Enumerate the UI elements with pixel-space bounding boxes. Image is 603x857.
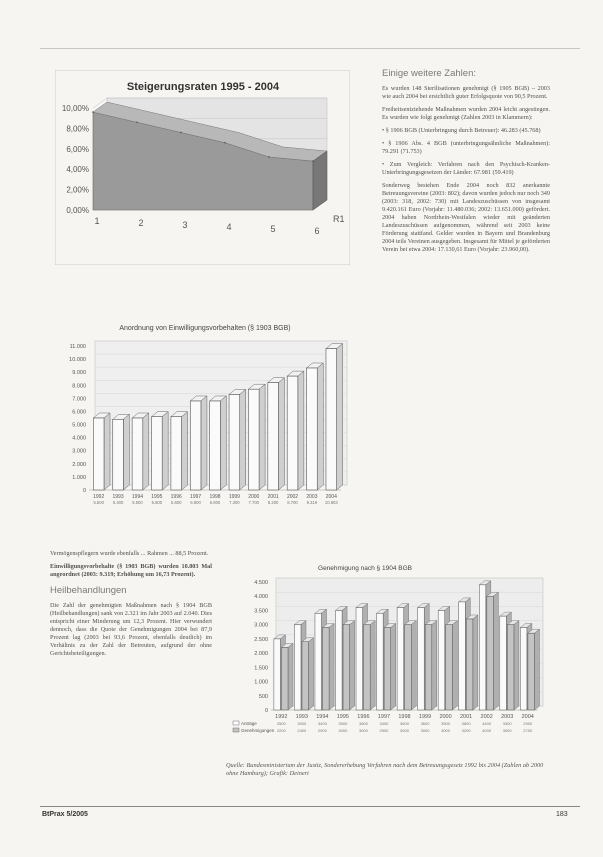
bar-side (143, 413, 149, 490)
x-value-label: 5.500 (132, 500, 143, 505)
bar (93, 418, 104, 490)
medical-treatment-chart-svg (225, 560, 555, 750)
bar-side (298, 371, 304, 490)
bar-side (309, 638, 314, 710)
legend-value: 3000 (420, 728, 430, 733)
legend-value: 3000 (502, 728, 512, 733)
legend-value: 3600 (358, 721, 368, 726)
x-tick-label: 1993 (295, 714, 308, 720)
x-tick-label: 2004 (325, 494, 337, 500)
legend-value: 3000 (441, 728, 451, 733)
y-tick-label: 2.000 (72, 461, 86, 468)
y-tick-label: 2,00% (66, 185, 89, 195)
bar-side (432, 621, 437, 710)
bar (248, 389, 259, 490)
x-value-label: 9.319 (306, 500, 318, 505)
bar-side (259, 384, 265, 490)
x-tick-label: 2002 (480, 714, 493, 720)
data-point (136, 121, 138, 123)
bar (113, 419, 124, 490)
x-tick-label: 1994 (316, 714, 329, 720)
x-value-label: 10.803 (324, 500, 338, 505)
x-value-label: 6.800 (209, 500, 221, 505)
bar (302, 642, 309, 710)
left-lower-column (50, 550, 212, 663)
x-tick-label: 2001 (459, 714, 473, 720)
x-value-label: 7.300 (229, 500, 240, 505)
paragraph: • Zum Vergleich: Verfahren nach den Psychisch-Kranken-Unterbringungsgesetzen der Länder: 67.981 (59.419) (382, 161, 550, 176)
x-tick-label: 1996 (357, 714, 370, 720)
chart-title: Genehmigung nach § 1904 BGB (318, 565, 412, 572)
series-label: R1 (333, 214, 345, 224)
bar (500, 616, 507, 710)
bar-side (240, 389, 246, 490)
legend-value: 2900 (523, 721, 533, 726)
bar (507, 625, 514, 710)
bar-side (201, 396, 207, 490)
bar (479, 585, 486, 710)
bar (446, 625, 453, 710)
bar-side (370, 621, 375, 710)
legend-value: 4400 (482, 721, 492, 726)
y-tick-label: 0 (82, 488, 86, 494)
chart-title: Steigerungsraten 1995 - 2004 (126, 81, 280, 93)
paragraph: Es wurden 148 Sterilisationen genehmigt (§ 1905 BGB) – 2003 wie auch 2004 bei ersichtlich guter Erfolgsquote von 90,5 Prozent. (382, 85, 550, 100)
bar-side (337, 344, 343, 490)
bar-side (288, 643, 293, 710)
bar (152, 417, 163, 490)
footer-journal: BtPrax 5/2005 (42, 811, 88, 818)
y-tick-label: 3.000 (254, 622, 268, 629)
y-tick-label: 1.000 (72, 474, 86, 481)
legend-value: 2200 (276, 728, 286, 733)
bar (326, 349, 337, 490)
paragraph: Sonderweg bestehen Ende 2004 noch 832 anerkannte Betreuungsvereine (2003: 802); davon wurden jedoch nur noch 349 (2003: 318, 2002: 730) mit Landeszuschüssen von insgesamt 9.420.161 Euro (Vorjahr: 11.480.036; 2002: 13.651.000) gefördert. 2004 haben Nordrhein-Westfalen wieder mit geänderten Landeszuschüssen aufgenommen, während seit 2003 keine Förderung stattfand. Gelder wurden in Bayern und Brandenburg 2004 teils Vereinen ausgegeben. Insgesamt für Mittel je geförderten Verein bei etwa 2004: 17.130,61 Euro (Vorjahr: 23.960,00). (382, 182, 550, 253)
bar (229, 394, 240, 490)
bar (466, 619, 473, 710)
growth-rate-chart-svg (55, 70, 350, 265)
x-tick-label: 1998 (209, 494, 221, 500)
legend-swatch (233, 721, 239, 725)
paragraph: Freiheitsentziehende Maßnahmen wurden 2004 leicht angestiegen. Es wurden wie folgt genehmigt (Zahlen 2003 in Klammern): (382, 106, 550, 121)
y-tick-label: 4,00% (66, 165, 89, 175)
medical-treatment-chart (225, 560, 555, 750)
bar (459, 602, 466, 710)
bar (171, 417, 182, 490)
x-value-label: 5.600 (151, 500, 163, 505)
bottom-rule (40, 806, 580, 807)
y-tick-label: 9.000 (72, 370, 86, 377)
data-point (224, 142, 226, 144)
bar-side (182, 412, 188, 490)
bar (210, 401, 221, 490)
bar (425, 625, 432, 710)
bar-side (493, 592, 498, 710)
paragraph: • § 1906 Abs. 4 BGB (unterbringungsähnliche Maßnahmen): 79.291 (71.753) (382, 140, 550, 155)
x-tick-label: 2004 (521, 714, 534, 720)
x-value-label: 8.700 (287, 500, 298, 505)
bar-side (162, 412, 168, 490)
y-tick-label: 3.000 (72, 448, 86, 455)
x-value-label: 5.400 (112, 500, 124, 505)
right-column (382, 68, 550, 259)
right-column-text (382, 85, 550, 254)
bar (307, 368, 318, 490)
bar (418, 608, 425, 710)
bar-side (514, 621, 519, 710)
legend-label: Anträge (241, 721, 257, 726)
legend-value: 3000 (297, 721, 307, 726)
bar-side (220, 396, 226, 490)
bar-side (411, 621, 416, 710)
y-tick-label: 1.000 (254, 679, 268, 686)
bar (274, 639, 281, 710)
y-tick-label: 6.000 (72, 409, 86, 416)
legend-value: 3600 (420, 721, 430, 726)
bar-side (329, 624, 334, 710)
x-tick-label: 1992 (275, 714, 288, 720)
bar (190, 401, 201, 490)
legend-value: 2500 (276, 721, 286, 726)
figure-caption: Quelle: Bundesministerium der Justiz, Sondererhebung Verfahren nach dem Betreuungsgesetz 1992 bis 2004 (Zahlen ab 2000 ohne Hamburg); Grafik: Deinert (226, 762, 544, 777)
legend-value: 3500 (441, 721, 451, 726)
bar (405, 625, 412, 710)
x-value-label: 6.800 (190, 500, 201, 505)
legend-value: 3400 (379, 721, 389, 726)
data-point (180, 132, 182, 134)
footer-page-number: 183 (556, 811, 568, 818)
x-tick-label: 6 (314, 226, 320, 236)
y-tick-label: 0 (264, 708, 268, 714)
top-rule (40, 48, 580, 49)
legend-value: 3500 (338, 721, 348, 726)
legend-value: 2400 (297, 728, 307, 733)
bar (343, 625, 350, 710)
bar (377, 613, 384, 710)
legend-value: 3200 (461, 728, 471, 733)
growth-rate-chart (55, 70, 350, 265)
y-tick-label: 3.500 (254, 608, 268, 615)
bar (268, 383, 279, 490)
legend-value: 3400 (317, 721, 327, 726)
x-tick-label: 1998 (398, 714, 411, 720)
bar (281, 647, 288, 710)
legend-value: 3800 (461, 721, 471, 726)
paragraph: Die Zahl der genehmigten Maßnahmen nach § 1904 BGB (Heilbehandlungen) sank von 2.321 im Jahr 2003 auf 2.040. Dies entspricht einer Minderung um 12,3 Prozent. Hier verwundert dennoch, dass die Quote der Genehmigungen 2004 bei 87,9 Prozent lag (2003 bei 93,6 Prozent, ebenfalls deutlich) im Verhältnis zu der Zahl der Betreuten, aufgrund der ohne Gerichtsbeteiligungen. (50, 602, 212, 657)
legend-swatch (233, 728, 239, 732)
data-point (312, 160, 314, 162)
x-tick-label: 3 (182, 220, 188, 230)
y-tick-label: 4.000 (254, 594, 268, 601)
x-tick-label: 2002 (286, 494, 299, 500)
legend-value: 3000 (400, 728, 409, 733)
data-point (268, 156, 270, 158)
y-tick-label: 6,00% (66, 144, 89, 154)
x-tick-label: 1999 (418, 714, 432, 720)
y-tick-label: 7.000 (72, 396, 86, 403)
legend-label: Genehmigungen (241, 728, 275, 733)
legend-value: 3000 (338, 728, 348, 733)
y-tick-label: 1.500 (254, 665, 268, 672)
legend-value: 3300 (502, 721, 512, 726)
bar-side (391, 624, 396, 710)
bar (287, 376, 298, 490)
legend-value: 4000 (482, 728, 492, 733)
consent-reservation-chart-svg (55, 318, 360, 518)
section-heading: Einige weitere Zahlen: (382, 68, 476, 79)
x-value-label: 7.700 (248, 500, 260, 505)
y-tick-label: 2.000 (254, 651, 268, 658)
y-tick-label: 10,00% (61, 104, 89, 113)
legend-value: 2700 (523, 728, 533, 733)
bar (364, 625, 371, 710)
legend-value: 2900 (317, 728, 327, 733)
bar (294, 625, 301, 710)
bar (487, 596, 494, 710)
legend-value: 3000 (358, 728, 368, 733)
y-tick-label: 4.000 (72, 435, 86, 442)
x-tick-label: 1 (94, 216, 100, 226)
data-point (92, 111, 94, 113)
x-tick-label: 2000 (439, 714, 452, 720)
paragraph: Vermögenspflegern wurde ebenfalls ... Rahmen ... 88,5 Prozent. (50, 550, 209, 557)
consent-reservation-chart (55, 318, 360, 518)
area-side (313, 151, 327, 210)
x-tick-label: 2000 (248, 494, 260, 500)
y-tick-label: 8,00% (66, 124, 89, 134)
bar (520, 628, 527, 710)
x-tick-label: 5 (270, 224, 276, 234)
bar (323, 628, 330, 710)
bar-side (123, 414, 129, 490)
x-tick-label: 2001 (267, 494, 279, 500)
y-tick-label: 11.000 (69, 344, 86, 350)
bar (315, 613, 322, 710)
x-value-label: 5.500 (93, 500, 104, 505)
bar-side (104, 413, 110, 490)
x-value-label: 5.600 (170, 500, 182, 505)
y-tick-label: 500 (258, 693, 268, 700)
left-lower-text-2 (50, 602, 212, 658)
legend-value: 3600 (400, 721, 409, 726)
x-tick-label: 1994 (131, 494, 144, 500)
y-tick-label: 10.000 (69, 357, 86, 364)
bar (356, 608, 363, 710)
bar-side (473, 615, 478, 710)
y-tick-label: 2.500 (254, 636, 268, 643)
x-tick-label: 2003 (501, 714, 514, 720)
x-tick-label: 1995 (151, 494, 163, 500)
bar (335, 610, 342, 710)
bar (528, 633, 535, 710)
x-tick-label: 1992 (93, 494, 105, 500)
paragraph-bold: Einwilligungsvorbehalte (§ 1903 BGB) wurden 10.803 Mal angeordnet (2003: 9.319; Erhöhung um 16,73 Prozent). (50, 563, 212, 578)
section-heading: Heilbehandlungen (50, 585, 127, 596)
bar-side (278, 378, 284, 490)
bar-side (317, 363, 323, 490)
x-tick-label: 2 (138, 218, 144, 228)
x-tick-label: 1993 (112, 494, 124, 500)
bar-side (350, 621, 355, 710)
bar (438, 610, 445, 710)
bar-side (452, 621, 457, 710)
bar-side (534, 629, 539, 710)
bar (384, 628, 391, 710)
paragraph: • § 1906 BGB (Unterbringung durch Betreuer): 46.283 (45.768) (382, 127, 541, 134)
x-tick-label: 1995 (336, 714, 350, 720)
x-tick-label: 1997 (377, 714, 391, 720)
bar (132, 418, 143, 490)
bar (397, 608, 404, 710)
x-tick-label: 1997 (190, 494, 202, 500)
x-tick-label: 1996 (170, 494, 182, 500)
x-tick-label: 4 (226, 222, 232, 232)
y-tick-label: 8.000 (72, 383, 86, 390)
left-lower-text (50, 550, 212, 579)
x-value-label: 8.200 (267, 500, 279, 505)
legend-value: 2900 (379, 728, 389, 733)
x-tick-label: 1999 (228, 494, 240, 500)
chart-title: Anordnung von Einwilligungsvorbehalten (§ 1903 BGB) (119, 325, 291, 332)
y-tick-label: 0,00% (66, 206, 89, 215)
y-tick-label: 5.000 (72, 422, 86, 429)
x-tick-label: 2003 (306, 494, 318, 500)
y-tick-label: 4.500 (254, 580, 268, 586)
